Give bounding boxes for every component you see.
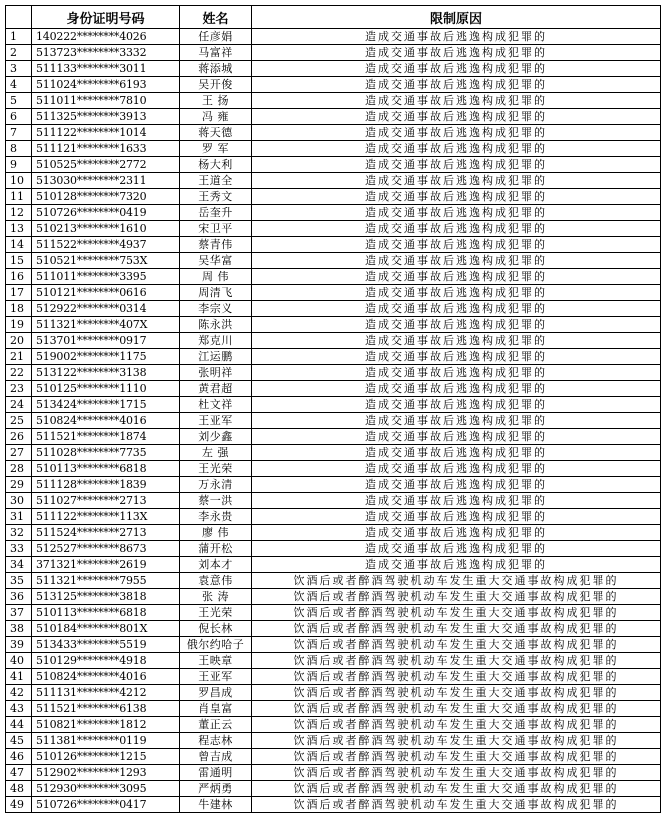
- row-index: 25: [6, 413, 32, 429]
- row-name: 王亚军: [180, 413, 252, 429]
- row-name: 周清飞: [180, 285, 252, 301]
- row-name: 王光荣: [180, 461, 252, 477]
- row-reason: 饮酒后或者醉酒驾驶机动车发生重大交通事故构成犯罪的: [252, 701, 661, 717]
- row-index: 49: [6, 797, 32, 813]
- row-reason: 造成交通事故后逃逸构成犯罪的: [252, 445, 661, 461]
- table-row: [6, 125, 661, 141]
- row-id-number: 510726********0419: [32, 205, 180, 221]
- row-id-number: 511011********3395: [32, 269, 180, 285]
- row-id-number: 510113********6818: [32, 461, 180, 477]
- row-index: 41: [6, 669, 32, 685]
- row-id-number: 371321********2619: [32, 557, 180, 573]
- row-reason: 造成交通事故后逃逸构成犯罪的: [252, 557, 661, 573]
- row-reason: 饮酒后或者醉酒驾驶机动车发生重大交通事故构成犯罪的: [252, 733, 661, 749]
- row-index: 2: [6, 45, 32, 61]
- row-id-number: 513701********0917: [32, 333, 180, 349]
- table-row: [6, 285, 661, 301]
- table-row: [6, 525, 661, 541]
- row-id-number: 511122********113X: [32, 509, 180, 525]
- header-name: 姓名: [180, 6, 252, 29]
- row-reason: 造成交通事故后逃逸构成犯罪的: [252, 541, 661, 557]
- row-reason: 饮酒后或者醉酒驾驶机动车发生重大交通事故构成犯罪的: [252, 637, 661, 653]
- restriction-list-table: [5, 5, 661, 813]
- row-index: 24: [6, 397, 32, 413]
- row-reason: 造成交通事故后逃逸构成犯罪的: [252, 477, 661, 493]
- row-id-number: 510521********753X: [32, 253, 180, 269]
- table-row: [6, 205, 661, 221]
- row-index: 17: [6, 285, 32, 301]
- row-reason: 造成交通事故后逃逸构成犯罪的: [252, 349, 661, 365]
- table-row: [6, 317, 661, 333]
- row-reason: 造成交通事故后逃逸构成犯罪的: [252, 77, 661, 93]
- table-row: [6, 541, 661, 557]
- row-reason: 造成交通事故后逃逸构成犯罪的: [252, 29, 661, 45]
- row-reason: 造成交通事故后逃逸构成犯罪的: [252, 365, 661, 381]
- row-index: 13: [6, 221, 32, 237]
- table-row: [6, 621, 661, 637]
- row-reason: 造成交通事故后逃逸构成犯罪的: [252, 525, 661, 541]
- table-header: [6, 6, 661, 29]
- row-index: 22: [6, 365, 32, 381]
- row-index: 44: [6, 717, 32, 733]
- row-name: 黄君超: [180, 381, 252, 397]
- row-name: 宋卫平: [180, 221, 252, 237]
- row-name: 俄尔约哈子: [180, 637, 252, 653]
- row-index: 43: [6, 701, 32, 717]
- row-reason: 造成交通事故后逃逸构成犯罪的: [252, 333, 661, 349]
- row-name: 吴华富: [180, 253, 252, 269]
- row-id-number: 511027********2713: [32, 493, 180, 509]
- row-id-number: 510126********1215: [32, 749, 180, 765]
- row-id-number: 510213********1610: [32, 221, 180, 237]
- row-id-number: 512930********3095: [32, 781, 180, 797]
- row-name: 王秀文: [180, 189, 252, 205]
- row-id-number: 510824********4016: [32, 669, 180, 685]
- table-row: [6, 573, 661, 589]
- row-index: 34: [6, 557, 32, 573]
- table-row: [6, 61, 661, 77]
- row-name: 李永贵: [180, 509, 252, 525]
- row-name: 王 扬: [180, 93, 252, 109]
- table-row: [6, 557, 661, 573]
- row-name: 王光荣: [180, 605, 252, 621]
- row-name: 罗 军: [180, 141, 252, 157]
- table-row: [6, 157, 661, 173]
- table-row: [6, 733, 661, 749]
- row-index: 31: [6, 509, 32, 525]
- row-name: 周 伟: [180, 269, 252, 285]
- row-id-number: 511321********7955: [32, 573, 180, 589]
- row-id-number: 511128********1839: [32, 477, 180, 493]
- row-reason: 造成交通事故后逃逸构成犯罪的: [252, 125, 661, 141]
- row-reason: 造成交通事故后逃逸构成犯罪的: [252, 45, 661, 61]
- row-reason: 造成交通事故后逃逸构成犯罪的: [252, 461, 661, 477]
- row-index: 36: [6, 589, 32, 605]
- row-id-number: 510824********4016: [32, 413, 180, 429]
- row-id-number: 511028********7735: [32, 445, 180, 461]
- row-reason: 造成交通事故后逃逸构成犯罪的: [252, 189, 661, 205]
- row-name: 马富祥: [180, 45, 252, 61]
- row-name: 刘少鑫: [180, 429, 252, 445]
- row-reason: 造成交通事故后逃逸构成犯罪的: [252, 205, 661, 221]
- row-reason: 造成交通事故后逃逸构成犯罪的: [252, 109, 661, 125]
- row-name: 蒋添城: [180, 61, 252, 77]
- row-name: 张明祥: [180, 365, 252, 381]
- table-row: [6, 701, 661, 717]
- table-body: [6, 29, 661, 813]
- table-row: [6, 93, 661, 109]
- row-name: 杜文祥: [180, 397, 252, 413]
- row-index: 26: [6, 429, 32, 445]
- table-row: [6, 237, 661, 253]
- table-row: [6, 349, 661, 365]
- row-id-number: 513723********3332: [32, 45, 180, 61]
- row-name: 蒲开松: [180, 541, 252, 557]
- row-id-number: 510726********0417: [32, 797, 180, 813]
- row-id-number: 140222********4026: [32, 29, 180, 45]
- table-row: [6, 445, 661, 461]
- row-index: 39: [6, 637, 32, 653]
- row-id-number: 511121********1633: [32, 141, 180, 157]
- table-row: [6, 189, 661, 205]
- row-reason: 造成交通事故后逃逸构成犯罪的: [252, 237, 661, 253]
- row-reason: 饮酒后或者醉酒驾驶机动车发生重大交通事故构成犯罪的: [252, 589, 661, 605]
- row-index: 35: [6, 573, 32, 589]
- table-row: [6, 477, 661, 493]
- table-row: [6, 333, 661, 349]
- header-row: [6, 6, 661, 29]
- table-row: [6, 781, 661, 797]
- row-id-number: 511024********6193: [32, 77, 180, 93]
- table-row: [6, 109, 661, 125]
- table-row: [6, 301, 661, 317]
- row-name: 蔡一洪: [180, 493, 252, 509]
- row-index: 48: [6, 781, 32, 797]
- row-reason: 造成交通事故后逃逸构成犯罪的: [252, 269, 661, 285]
- table-row: [6, 765, 661, 781]
- row-index: 47: [6, 765, 32, 781]
- header-reason: 限制原因: [252, 6, 661, 29]
- row-id-number: 519002********1175: [32, 349, 180, 365]
- row-id-number: 511524********2713: [32, 525, 180, 541]
- row-reason: 饮酒后或者醉酒驾驶机动车发生重大交通事故构成犯罪的: [252, 765, 661, 781]
- row-reason: 饮酒后或者醉酒驾驶机动车发生重大交通事故构成犯罪的: [252, 621, 661, 637]
- row-index: 20: [6, 333, 32, 349]
- row-index: 28: [6, 461, 32, 477]
- row-reason: 造成交通事故后逃逸构成犯罪的: [252, 93, 661, 109]
- table-row: [6, 509, 661, 525]
- table-row: [6, 749, 661, 765]
- row-reason: 造成交通事故后逃逸构成犯罪的: [252, 221, 661, 237]
- row-id-number: 510184********801X: [32, 621, 180, 637]
- table-row: [6, 141, 661, 157]
- row-id-number: 510128********7320: [32, 189, 180, 205]
- row-id-number: 511325********3913: [32, 109, 180, 125]
- table-row: [6, 669, 661, 685]
- row-index: 15: [6, 253, 32, 269]
- row-index: 30: [6, 493, 32, 509]
- row-id-number: 513030********2311: [32, 173, 180, 189]
- row-name: 任彦娟: [180, 29, 252, 45]
- table-row: [6, 637, 661, 653]
- row-name: 蒋天德: [180, 125, 252, 141]
- table-row: [6, 221, 661, 237]
- row-reason: 造成交通事故后逃逸构成犯罪的: [252, 493, 661, 509]
- row-name: 杨大利: [180, 157, 252, 173]
- row-index: 1: [6, 29, 32, 45]
- row-index: 14: [6, 237, 32, 253]
- row-name: 郑克川: [180, 333, 252, 349]
- table-row: [6, 605, 661, 621]
- row-name: 李宗义: [180, 301, 252, 317]
- row-id-number: 513122********3138: [32, 365, 180, 381]
- row-name: 罗昌成: [180, 685, 252, 701]
- row-id-number: 512527********8673: [32, 541, 180, 557]
- row-id-number: 511522********4937: [32, 237, 180, 253]
- row-name: 万永清: [180, 477, 252, 493]
- header-id-number: 身份证明号码: [32, 6, 180, 29]
- row-id-number: 511521********1874: [32, 429, 180, 445]
- row-index: 37: [6, 605, 32, 621]
- row-reason: 饮酒后或者醉酒驾驶机动车发生重大交通事故构成犯罪的: [252, 669, 661, 685]
- row-id-number: 511321********407X: [32, 317, 180, 333]
- row-name: 蔡青伟: [180, 237, 252, 253]
- row-reason: 造成交通事故后逃逸构成犯罪的: [252, 429, 661, 445]
- row-index: 33: [6, 541, 32, 557]
- row-index: 10: [6, 173, 32, 189]
- row-reason: 饮酒后或者醉酒驾驶机动车发生重大交通事故构成犯罪的: [252, 749, 661, 765]
- row-id-number: 510525********2772: [32, 157, 180, 173]
- table-row: [6, 253, 661, 269]
- table-row: [6, 173, 661, 189]
- row-index: 19: [6, 317, 32, 333]
- row-reason: 造成交通事故后逃逸构成犯罪的: [252, 397, 661, 413]
- row-name: 董正云: [180, 717, 252, 733]
- row-name: 雷通明: [180, 765, 252, 781]
- row-reason: 造成交通事故后逃逸构成犯罪的: [252, 317, 661, 333]
- row-reason: 饮酒后或者醉酒驾驶机动车发生重大交通事故构成犯罪的: [252, 781, 661, 797]
- row-name: 江运鹏: [180, 349, 252, 365]
- row-id-number: 510125********1110: [32, 381, 180, 397]
- table-row: [6, 461, 661, 477]
- row-reason: 造成交通事故后逃逸构成犯罪的: [252, 413, 661, 429]
- row-index: 45: [6, 733, 32, 749]
- table-row: [6, 365, 661, 381]
- row-reason: 造成交通事故后逃逸构成犯罪的: [252, 157, 661, 173]
- row-index: 8: [6, 141, 32, 157]
- row-id-number: 511122********1014: [32, 125, 180, 141]
- row-id-number: 511131********4212: [32, 685, 180, 701]
- row-name: 廖 伟: [180, 525, 252, 541]
- row-name: 王映章: [180, 653, 252, 669]
- row-index: 3: [6, 61, 32, 77]
- row-index: 5: [6, 93, 32, 109]
- row-reason: 饮酒后或者醉酒驾驶机动车发生重大交通事故构成犯罪的: [252, 605, 661, 621]
- row-id-number: 510129********4918: [32, 653, 180, 669]
- row-name: 袁意伟: [180, 573, 252, 589]
- row-index: 9: [6, 157, 32, 173]
- row-reason: 饮酒后或者醉酒驾驶机动车发生重大交通事故构成犯罪的: [252, 797, 661, 813]
- row-index: 18: [6, 301, 32, 317]
- table-row: [6, 493, 661, 509]
- row-reason: 造成交通事故后逃逸构成犯罪的: [252, 509, 661, 525]
- table-row: [6, 413, 661, 429]
- row-id-number: 511011********7810: [32, 93, 180, 109]
- row-index: 40: [6, 653, 32, 669]
- row-reason: 造成交通事故后逃逸构成犯罪的: [252, 61, 661, 77]
- row-id-number: 511521********6138: [32, 701, 180, 717]
- row-id-number: 513424********1715: [32, 397, 180, 413]
- row-name: 程志林: [180, 733, 252, 749]
- row-name: 刘本才: [180, 557, 252, 573]
- row-reason: 造成交通事故后逃逸构成犯罪的: [252, 301, 661, 317]
- row-name: 左 强: [180, 445, 252, 461]
- row-index: 11: [6, 189, 32, 205]
- row-index: 21: [6, 349, 32, 365]
- row-index: 32: [6, 525, 32, 541]
- row-name: 严炳勇: [180, 781, 252, 797]
- row-name: 王道全: [180, 173, 252, 189]
- header-index: [6, 6, 32, 29]
- row-name: 曾吉成: [180, 749, 252, 765]
- row-reason: 饮酒后或者醉酒驾驶机动车发生重大交通事故构成犯罪的: [252, 685, 661, 701]
- row-reason: 饮酒后或者醉酒驾驶机动车发生重大交通事故构成犯罪的: [252, 573, 661, 589]
- table-row: [6, 269, 661, 285]
- table-row: [6, 589, 661, 605]
- row-reason: 造成交通事故后逃逸构成犯罪的: [252, 285, 661, 301]
- row-id-number: 513433********5519: [32, 637, 180, 653]
- table-row: [6, 29, 661, 45]
- row-reason: 造成交通事故后逃逸构成犯罪的: [252, 381, 661, 397]
- row-name: 肖皇富: [180, 701, 252, 717]
- row-id-number: 510121********0616: [32, 285, 180, 301]
- row-name: 冯 雍: [180, 109, 252, 125]
- row-name: 王亚军: [180, 669, 252, 685]
- row-id-number: 511381********0119: [32, 733, 180, 749]
- row-name: 吴开俊: [180, 77, 252, 93]
- row-index: 42: [6, 685, 32, 701]
- table-row: [6, 77, 661, 93]
- row-id-number: 512922********0314: [32, 301, 180, 317]
- row-index: 46: [6, 749, 32, 765]
- row-index: 23: [6, 381, 32, 397]
- row-reason: 造成交通事故后逃逸构成犯罪的: [252, 253, 661, 269]
- row-index: 29: [6, 477, 32, 493]
- row-name: 张 涛: [180, 589, 252, 605]
- row-index: 7: [6, 125, 32, 141]
- row-index: 27: [6, 445, 32, 461]
- row-id-number: 512902********1293: [32, 765, 180, 781]
- row-id-number: 511133********3011: [32, 61, 180, 77]
- table-row: [6, 381, 661, 397]
- row-index: 12: [6, 205, 32, 221]
- row-id-number: 510821********1812: [32, 717, 180, 733]
- row-index: 38: [6, 621, 32, 637]
- row-id-number: 510113********6818: [32, 605, 180, 621]
- row-name: 牛建林: [180, 797, 252, 813]
- row-name: 岳奎升: [180, 205, 252, 221]
- row-index: 4: [6, 77, 32, 93]
- row-reason: 饮酒后或者醉酒驾驶机动车发生重大交通事故构成犯罪的: [252, 717, 661, 733]
- table-row: [6, 653, 661, 669]
- row-index: 6: [6, 109, 32, 125]
- row-reason: 饮酒后或者醉酒驾驶机动车发生重大交通事故构成犯罪的: [252, 653, 661, 669]
- table-row: [6, 397, 661, 413]
- row-name: 陈永洪: [180, 317, 252, 333]
- table-row: [6, 685, 661, 701]
- table-row: [6, 45, 661, 61]
- row-id-number: 513125********3818: [32, 589, 180, 605]
- table-row: [6, 717, 661, 733]
- row-reason: 造成交通事故后逃逸构成犯罪的: [252, 141, 661, 157]
- row-index: 16: [6, 269, 32, 285]
- row-reason: 造成交通事故后逃逸构成犯罪的: [252, 173, 661, 189]
- row-name: 倪长林: [180, 621, 252, 637]
- table-row: [6, 429, 661, 445]
